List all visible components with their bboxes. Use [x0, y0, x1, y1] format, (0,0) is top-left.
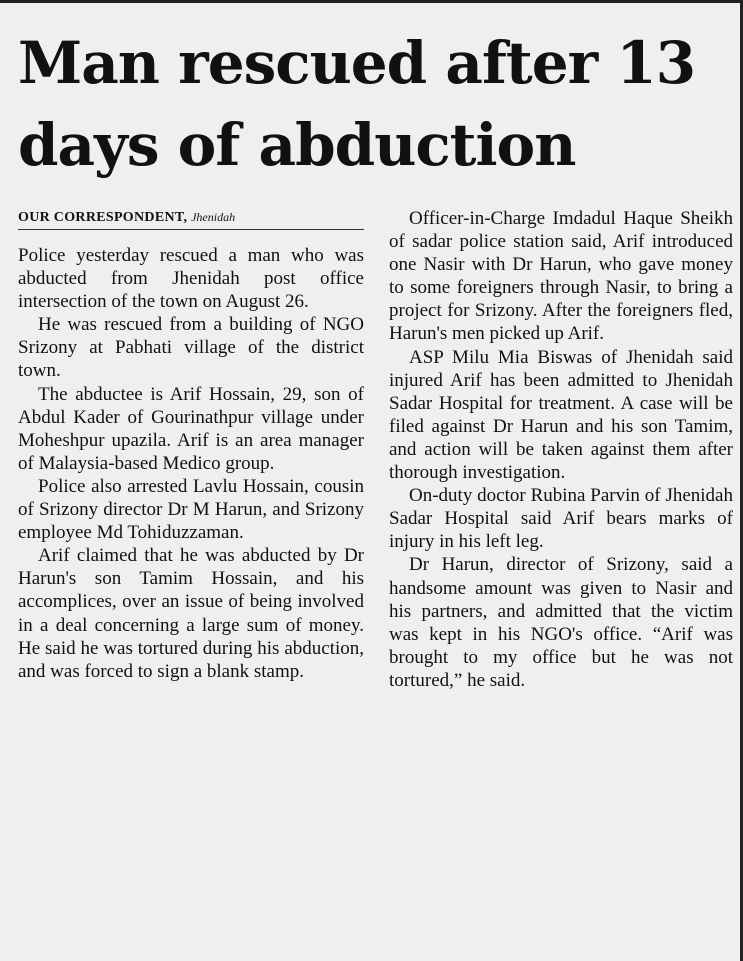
paragraph: Dr Harun, director of Srizony, said a handsome amount was given to Nasir and his partners, and admitted that the victim was kept in his NGO's office. “Arif was brought to my office but he was not tortured,” he said. [389, 554, 733, 691]
paragraph: Police yesterday rescued a man who was abducted from Jhenidah post office intersection of the town on August 26. [18, 245, 364, 313]
paragraph: The abductee is Arif Hossain, 29, son of Abdul Kader of Gourinathpur village under Moheshpur upazila. Arif is an area manager of Malaysia-based Medico group. [18, 383, 364, 474]
paragraph: Officer-in-Charge Imdadul Haque Sheikh of sadar police station said, Arif introduced one Nasir with Dr Harun, who gave money to some foreigners through Nasir, to bring a project for Srizony. After the foreigners fled, Harun's men picked up Arif. [389, 208, 733, 345]
headline: Man rescued after 13 days of abduction [18, 29, 696, 179]
byline [18, 207, 364, 230]
paragraph: On-duty doctor Rubina Parvin of Jhenidah Sadar Hospital said Arif bears marks of injury in his left leg. [389, 485, 733, 553]
paragraph: Police also arrested Lavlu Hossain, cousin of Srizony director Dr M Harun, and Srizony employee Md Tohiduzzaman. [18, 475, 364, 544]
article-column-left [18, 244, 364, 683]
paragraph: He was rescued from a building of NGO Srizony at Pabhati village of the district town. [18, 314, 364, 382]
paragraph: Arif claimed that he was abducted by Dr Harun's son Tamim Hossain, and his accomplices, over an issue of being involved in a deal concerning a large sum of money. He said he was tortured during his abduction, and was forced to sign a blank stamp. [18, 545, 364, 682]
top-rule [0, 0, 743, 3]
article-column-right [389, 207, 733, 692]
byline-location: Jhenidah [191, 210, 236, 224]
paragraph: ASP Milu Mia Biswas of Jhenidah said injured Arif has been admitted to Jhenidah Sadar Hospital for treatment. A case will be filed against Dr Harun and his son Tamim, and action will be taken against them after thorough investigation. [389, 346, 733, 484]
byline-author: OUR CORRESPONDENT, [18, 210, 188, 225]
